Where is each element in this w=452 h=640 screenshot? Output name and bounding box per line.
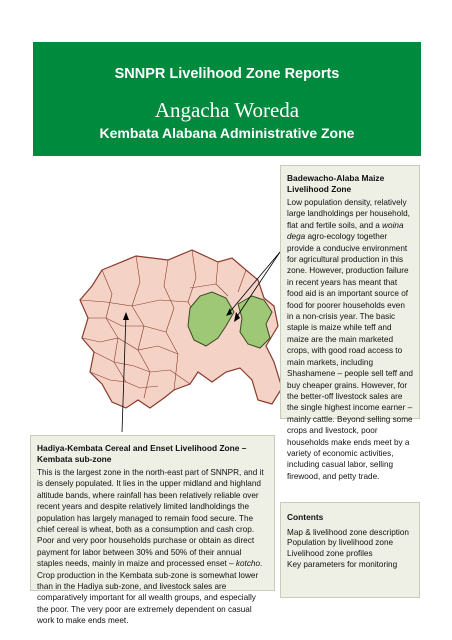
contents-box <box>280 502 420 598</box>
zone-description: Low population density, relatively large landholdings per household, flat and fertile soils, and a woina dega agro-ecology together provide a conducive environment for agricultural production in this zone. However, production failure in recent years has meant that food aid is an important source of food for poorer households even in a non-crisis year. The basic staple is maize while teff and maize are the main marketed crops, with good road access to main markets, including Shashamene – people sell teff and buy cheaper grains. However, for the better-off livestock sales are the single highest income earner – mainly cattle. Beyond selling some crops and livestock, poor households make ends meet by a variety of economic activities, including casual labor, selling firewood, and petty trade. <box>287 198 413 481</box>
contents-item-population[interactable]: Population by livelihood zone <box>287 538 394 548</box>
title-banner <box>33 42 421 156</box>
contents-heading: Contents <box>287 512 324 522</box>
contents-item-monitoring[interactable]: Key parameters for monitoring <box>287 559 398 569</box>
hadiya-kembata-zone-description <box>30 435 275 626</box>
woreda-map <box>40 222 300 432</box>
report-series: SNNPR Livelihood Zone Reports <box>114 66 340 82</box>
page-title: Angacha Woreda <box>154 98 300 122</box>
zone-heading: Badewacho-Alaba Maize Livelihood Zone <box>287 173 385 194</box>
badewacho-alaba-zone-description <box>280 165 420 481</box>
zone-heading: Hadiya-Kembata Cereal and Enset Livelihood Zone – Kembata sub-zone <box>37 443 247 464</box>
zone-description: This is the largest zone in the north-east part of SNNPR, and it is densely populated. It lies in the upper midland and highland altitude bands, where rainfall has been relatively reliable over recent years and despite relatively limited landholdings the population has largely managed to remain food secure. The chief cereal is wheat, both as a consumption and cash crop. Poor and very poor households purchase or obtain as direct payment for labor between 30% and 50% of their annual staples needs, mainly in maize and processed enset – kotcho. Crop production in the Kembata sub-zone is somewhat lower than in the Hadiya sub-zone, and livestock sales are comparatively important for all wealth groups, and especially the poor. The very poor are extremely dependent on casual work to make ends meet. <box>37 468 264 626</box>
contents-item-map[interactable]: Map & livelihood zone description <box>287 527 409 537</box>
page-subtitle: Kembata Alabana Administrative Zone <box>99 125 355 141</box>
contents-list <box>287 528 413 571</box>
contents-item-profiles[interactable]: Livelihood zone profiles <box>287 549 373 559</box>
